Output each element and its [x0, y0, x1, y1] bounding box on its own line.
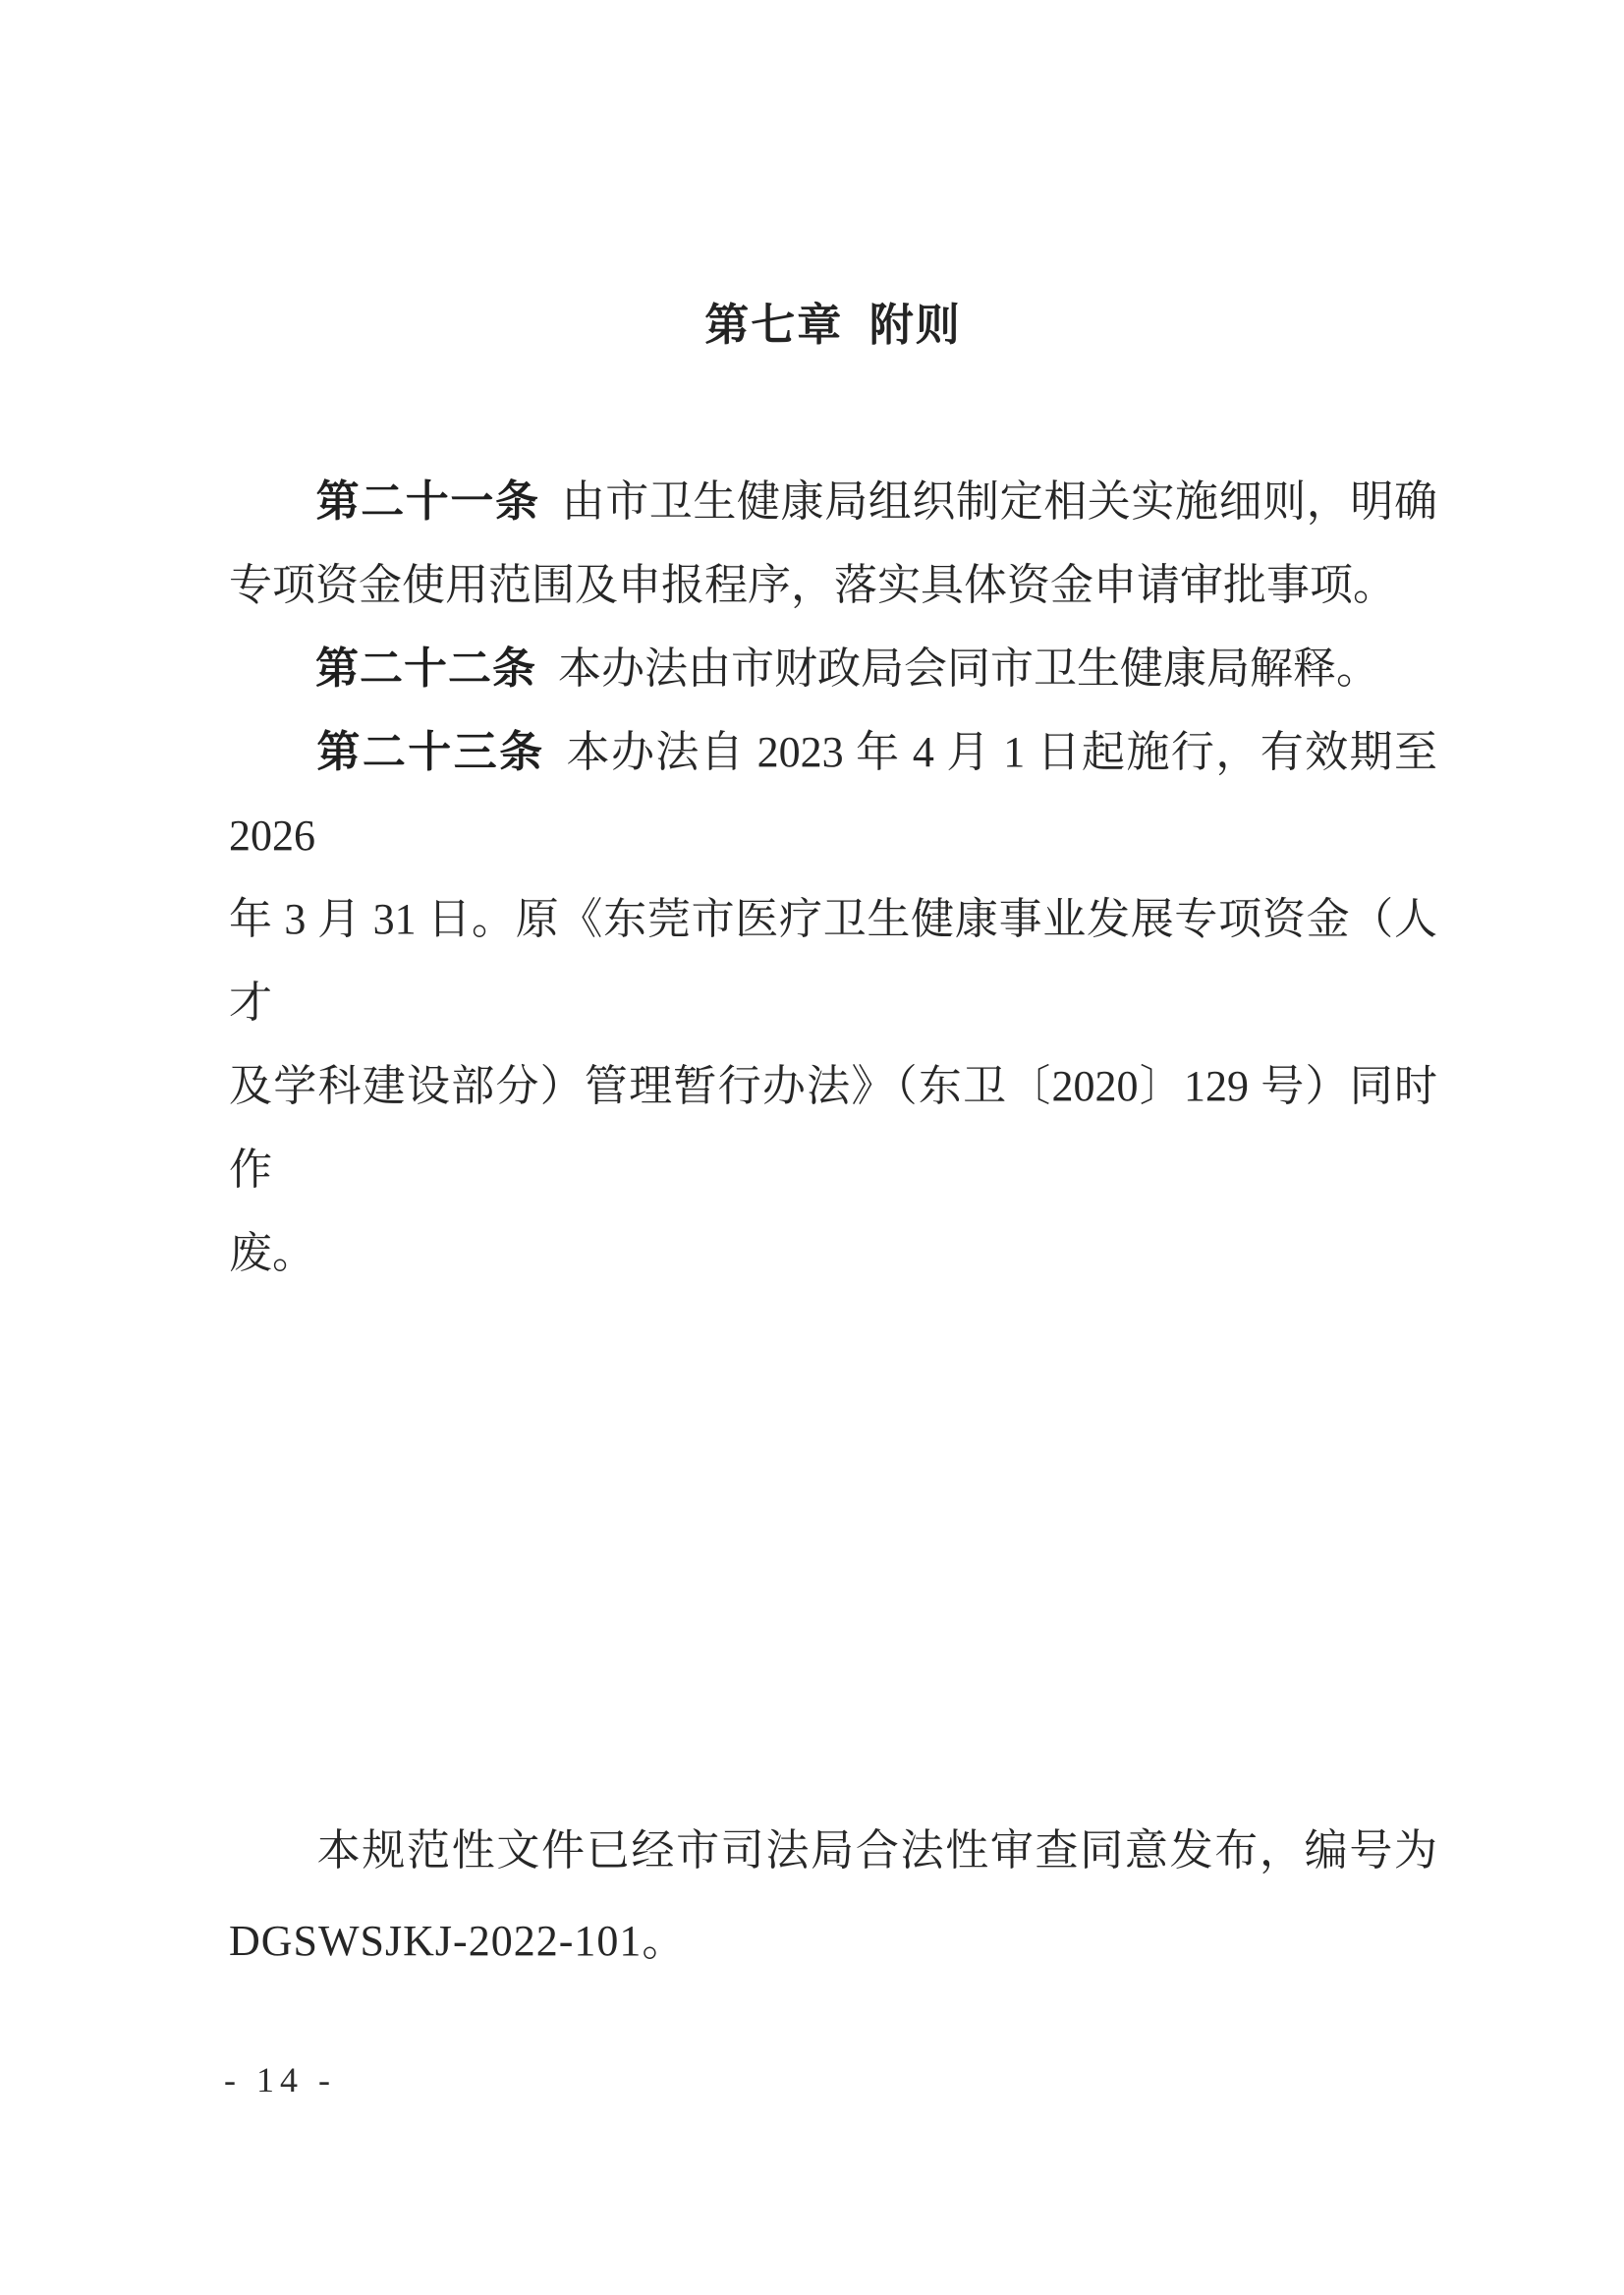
article-line — [229, 627, 1437, 710]
article-line — [229, 877, 1437, 1044]
article-label: 第二十三条 — [315, 728, 545, 776]
article-text: 本办法由市财政局会同市卫生健康局解释。 — [558, 644, 1379, 693]
chapter-heading: 第七章 附则 — [704, 300, 962, 350]
article-23 — [229, 710, 1437, 1295]
document-code-text: DGSWSJKJ-2022-101。 — [229, 1917, 687, 1965]
review-note-code — [229, 1896, 1437, 1987]
article-label: 第二十二条 — [315, 644, 536, 693]
article-text: 由市卫生健康局组织制定相关实施细则，明确 — [561, 477, 1438, 526]
article-line — [229, 1044, 1437, 1211]
article-text: 专项资金使用范围及申报程序，落实具体资金申请审批事项。 — [229, 561, 1396, 609]
article-line — [229, 710, 1437, 877]
article-line — [229, 460, 1437, 543]
article-21 — [229, 460, 1437, 627]
page-number: - 14 - — [224, 2060, 336, 2099]
article-line — [229, 1211, 1437, 1295]
article-label: 第二十一条 — [315, 477, 540, 526]
legality-review-note — [229, 1806, 1437, 1987]
article-text: 废。 — [229, 1229, 315, 1277]
review-note-text: 本规范性文件已经市司法局合法性审查同意发布，编号为 — [315, 1826, 1437, 1875]
article-line — [229, 543, 1437, 627]
review-note-line — [229, 1806, 1437, 1896]
article-section — [229, 460, 1437, 1295]
article-22 — [229, 627, 1437, 710]
article-text: 本办法自 2023 年 4 月 1 日起施行，有效期至 2026 — [229, 728, 1438, 860]
article-text: 及学科建设部分）管理暂行办法》（东卫〔2020〕129 号）同时作 — [229, 1062, 1437, 1194]
article-text: 年 3 月 31 日。原《东莞市医疗卫生健康事业发展专项资金（人才 — [229, 895, 1437, 1027]
